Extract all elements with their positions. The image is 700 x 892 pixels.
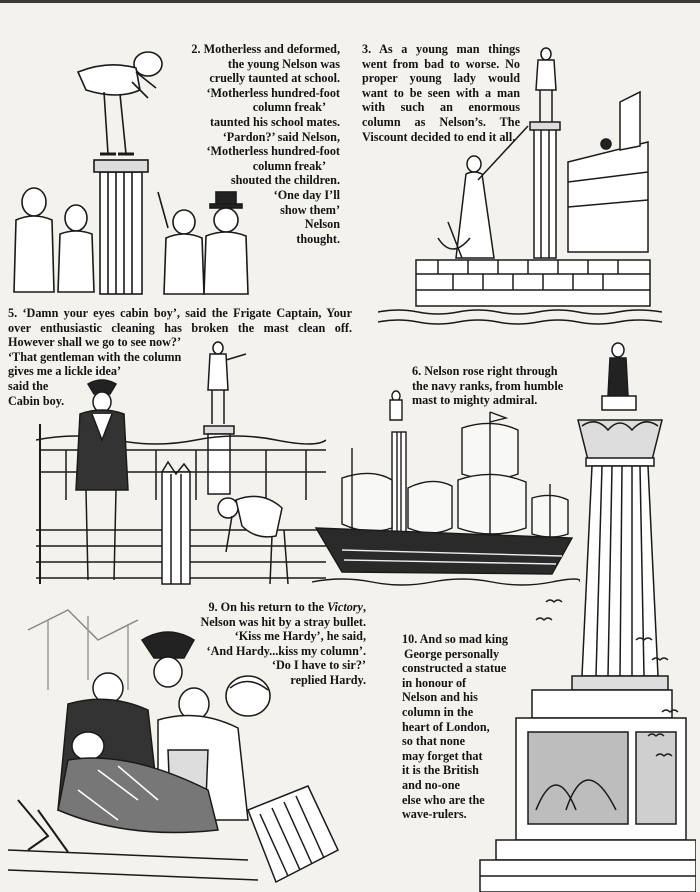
ship-name: Victory	[327, 600, 363, 614]
caption-line: Viscount decided to end it all.	[362, 129, 516, 144]
caption-line: taunted his school mates.	[209, 114, 340, 129]
caption-line: ‘Motherless hundred-foot	[206, 85, 340, 100]
caption-line: ‘That gentleman with the column	[8, 349, 182, 364]
page-top-border	[0, 0, 700, 3]
caption-line: went from bad to worse. No	[362, 56, 520, 71]
caption-line: show them’	[280, 202, 340, 217]
illustration-harbour-column	[378, 42, 662, 328]
caption-panel-10	[402, 632, 532, 822]
caption-line: else who are the	[402, 792, 485, 807]
caption-line: it is the British	[402, 763, 479, 778]
caption-line: ‘Motherless hundred-foot	[206, 144, 340, 159]
caption-line: 10. And so mad king	[402, 632, 509, 646]
caption-line: column freak’	[252, 100, 326, 115]
caption-line: 6. Nelson rose right through	[412, 364, 558, 378]
caption-line: so that none	[402, 734, 465, 749]
caption-line: wave-rulers.	[402, 807, 467, 822]
caption-line: 2. Motherless and deformed,	[191, 42, 340, 56]
caption-line: in honour of	[402, 675, 467, 690]
caption-line: proper young lady would	[362, 71, 520, 86]
caption-line: with such an enormous	[362, 100, 520, 115]
caption-line: ‘And Hardy...kiss my column’.	[206, 643, 366, 658]
caption-line: and no-one	[402, 777, 460, 792]
caption-line: gives me a lickle idea’	[8, 364, 122, 379]
caption-line: ‘Kiss me Hardy’, he said,	[234, 629, 366, 644]
caption-line: the young Nelson was	[227, 56, 340, 71]
caption-line: ‘One day I’ll	[273, 187, 340, 202]
caption-line: over enthusiastic cleaning has broken the mast clean off.	[8, 320, 352, 335]
caption-line: may forget that	[402, 748, 483, 763]
caption-line: heart of London,	[402, 719, 490, 734]
caption-line: 5. ‘Damn your eyes cabin boy’, said the Frigate Captain, Your	[8, 306, 352, 320]
caption-prefix: 9. On his return to the	[208, 600, 328, 614]
caption-line: Nelson and his	[402, 690, 478, 705]
caption-line: the navy ranks, from humble	[412, 378, 564, 393]
caption-line: column as Nelson’s. The	[362, 114, 520, 129]
caption-line: George personally	[404, 646, 500, 661]
caption-line: mast to mighty admiral.	[412, 393, 538, 408]
caption-line: ‘Do I have to sir?’	[271, 658, 366, 673]
caption-line: constructed a statue	[402, 661, 507, 676]
caption-line: Nelson was hit by a stray bullet.	[200, 614, 366, 629]
caption-line: want to be seen with a man	[362, 85, 520, 100]
caption-panel-2	[176, 42, 340, 246]
caption-line: shouted the children.	[230, 173, 340, 188]
caption-line: ‘Pardon?’ said Nelson,	[222, 129, 340, 144]
caption-line: column freak’	[252, 158, 326, 173]
illustration-death-scene	[8, 600, 348, 890]
caption-line: 3. As a young man things	[362, 42, 520, 56]
caption-line: cruelly taunted at school.	[209, 71, 340, 86]
caption-line: column in the	[402, 704, 474, 719]
caption-line: Cabin boy.	[8, 393, 65, 408]
caption-line: thought.	[296, 231, 340, 246]
caption-line: said the	[8, 378, 49, 393]
caption-suffix: ,	[362, 600, 366, 614]
caption-line: replied Hardy.	[290, 672, 366, 687]
caption-line: Nelson	[304, 217, 340, 232]
caption-line: However shall we go to see now?’	[8, 335, 182, 350]
illustration-frigate-deck	[36, 340, 326, 588]
